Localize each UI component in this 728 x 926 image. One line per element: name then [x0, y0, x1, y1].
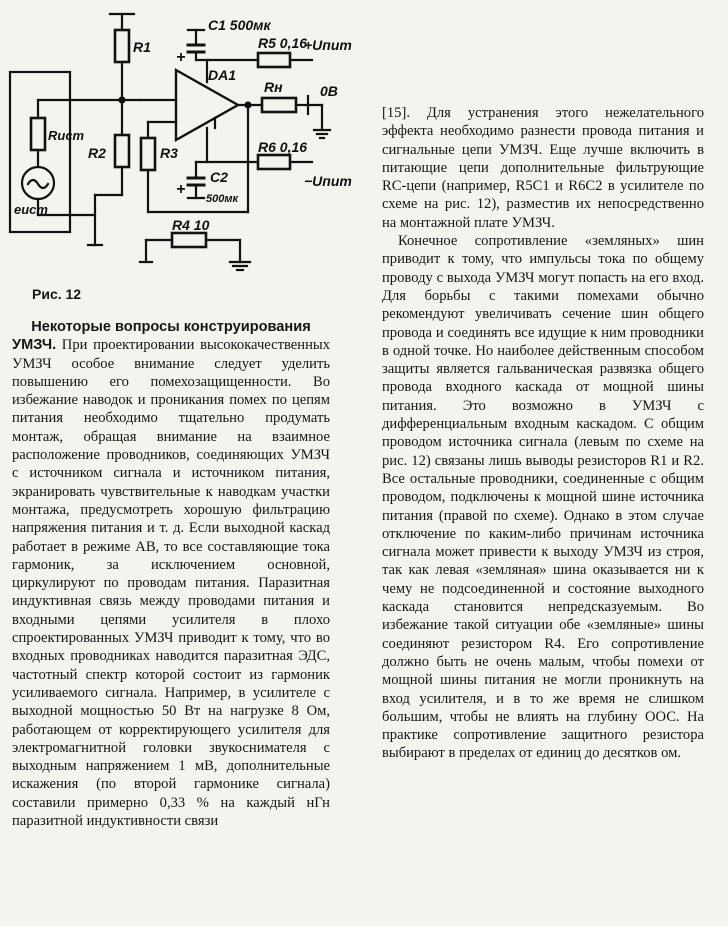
text-column-left — [12, 318, 330, 830]
resistor-r2 — [115, 135, 129, 167]
label-c2: C2 — [210, 169, 228, 185]
paragraph — [12, 336, 330, 830]
label-r1: R1 — [133, 39, 151, 55]
paragraph-text: При проектировании высококачественных УМЗЧ особое внимание следует уделить повышению его помехозащищенности. Во избежание наводок и проникания помех по цепям питания необходимо тщательно продумать монтаж, обращая внимание на взаимное расположение проводников, соединяющих УМЗЧ с источником сигнала и источником питания, экранировать чувствительные к наводкам участки монтажа, предусмотреть хорошую фильтрацию напряжения питания и т. д. Если выходной каскад работает в режиме АВ, то все составляющие тока гармоник, за исключением основной, циркулируют по проводам питания. Паразитная индуктивная связь между проводами питания и входными цепями усилителя в плохо спроектированных УМЗЧ приводит к тому, что во входных проводниках наводится паразитная ЭДС, частотный спектр которой состоит из гармоник усиливаемого сигнала. Например, в усилителе с выходной мощностью 50 Вт на нагрузке 8 Ом, работающем от корректирующего усилителя для электромагнитной головки звукоснимателя с выходным напряжением 1 мВ, дополнительные искажения (по второй гармонике сигнала) составили примерно 0,33 % на каждый нГн паразитной индуктивности связи — [12, 337, 330, 830]
resistor-r4 — [172, 233, 206, 247]
label-r3: R3 — [160, 145, 178, 161]
label-r4: R4 10 — [172, 217, 210, 233]
resistor-r1 — [115, 30, 129, 62]
resistor-r5 — [258, 53, 290, 67]
label-c1-plus: + — [176, 49, 186, 66]
section-heading: Некоторые вопросы конструирования — [31, 319, 311, 335]
text-column-right — [382, 104, 704, 763]
label-upit-plus: +Uпит — [304, 37, 352, 53]
label-rn: Rн — [264, 79, 283, 95]
label-eist: eист — [14, 202, 48, 217]
paragraph: Конечное сопротивление «земляных» шин приводит к тому, что импульсы тока по общему проводу с выхода УМЗЧ могут попасть на его вход. Для борьбы с такими помехами обычно рекомендуют увеличивать сечение шин общего провода и соединять все идущие к ним проводники в одной точке. Но наиболее действенным способом защиты является гальваническая развязка общего провода входного каскада от мощной шины питания. Это возможно в УМЗЧ с дифференциальным входным каскадом. С общим проводом источника сигнала (левым по схеме на рис. 12) связаны лишь выводы резисторов R1 и R2. Все остальные проводники, соединенные с общим проводом, подключены к мощной шине источника питания (правой по схеме). Однако в этом случае отключение по каким-либо причинам источника сигнала может привести к выходу УМЗЧ из строя, так как левая «земляная» шина оказывается ни к чему не подсоединенной и состояние выходного каскада становится непредсказуемым. Во избежание такой ситуации обе «земляные» шины соединяют резистором R4. Его сопротивление должно быть не очень малым, чтобы помехи от мощной шины питания не могли проникнуть на вход усилителя, и в то же время не слишком большим, чтобы не влиять на глубину ООС. На практике сопротивление защитного резистора выбирают в пределах от единиц до десятков ом. — [382, 233, 704, 762]
label-r2: R2 — [88, 145, 106, 161]
label-r6: R6 0,16 — [258, 139, 308, 155]
label-da1: DA1 — [208, 67, 237, 83]
circuit-schematic — [0, 0, 380, 290]
runin-title: УМЗЧ. — [12, 337, 57, 354]
label-r5: R5 0,16 — [258, 35, 308, 51]
label-upit-minus: −Uпит — [304, 173, 352, 189]
paragraph: [15]. Для устранения этого нежелательного эффекта необходимо разнести провода питания и сигнальные цепи УМЗЧ. Еще лучше включить в питающие цепи дополнительные фильтрующие RC-цепи (например, R5C1 и R6C2 в усилителе по схеме на рис. 12), разместив их непосредственно на монтажной плате УМЗЧ. — [382, 105, 704, 231]
resistor-r6 — [258, 155, 290, 169]
resistor-rist — [31, 118, 45, 150]
label-c2-plus: + — [176, 181, 186, 198]
label-ov: 0В — [320, 83, 338, 99]
figure-caption: Рис. 12 — [32, 286, 82, 302]
resistor-rn — [262, 98, 296, 112]
label-rist: Rист — [48, 128, 85, 143]
label-c1: C1 500мк — [208, 17, 271, 33]
resistor-r3 — [141, 138, 155, 170]
label-c2-value: 500мк — [206, 193, 239, 205]
